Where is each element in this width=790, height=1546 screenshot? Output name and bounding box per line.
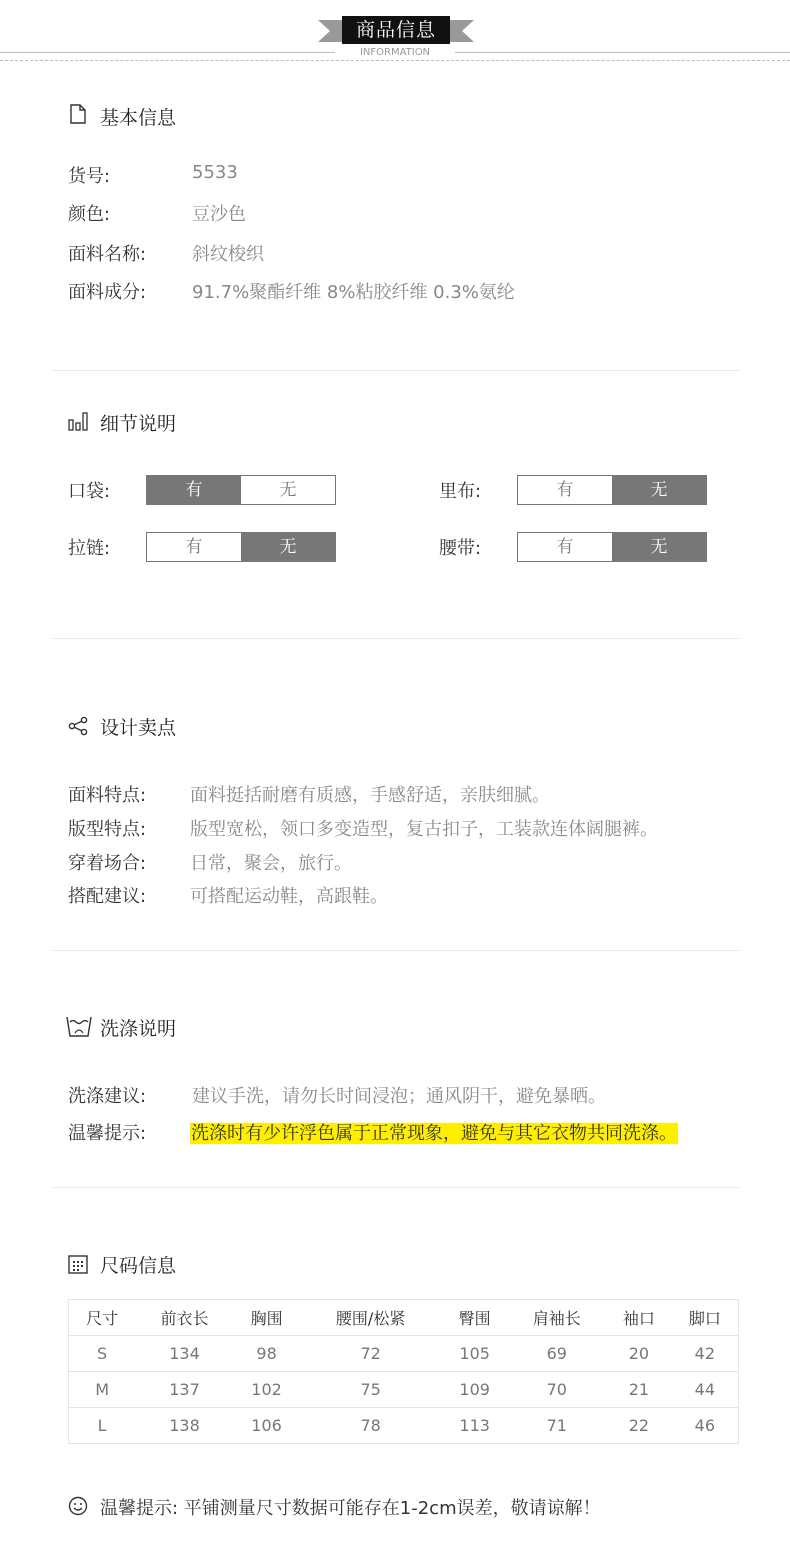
section-divider [52, 638, 740, 639]
table-cell: 42 [672, 1336, 739, 1372]
bottom-tip: 温馨提示: 平铺测量尺寸数据可能存在1-2cm误差，敬请谅解！ [100, 1498, 601, 1519]
size-col-header: 前衣长 [135, 1300, 234, 1336]
wash-value-highlight [190, 1119, 678, 1145]
smile-icon [68, 1496, 88, 1516]
option-no: 无 [612, 533, 706, 561]
header-dashed-rule [0, 60, 790, 61]
option-yes: 有 [147, 476, 241, 504]
option-yes: 有 [556, 537, 574, 557]
option-yes: 有 [556, 480, 574, 500]
size-col-header: 脚口 [672, 1300, 739, 1336]
table-cell: M [69, 1372, 136, 1408]
size-col-header: 臀围 [442, 1300, 508, 1336]
detail-option-label: 里布: [439, 481, 482, 502]
size-table-header-row [69, 1300, 739, 1336]
table-cell: 44 [672, 1372, 739, 1408]
right-arrow-decor-icon [446, 18, 476, 44]
design-value: 面料挺括耐磨有质感，手感舒适，亲肤细腻。 [190, 785, 550, 806]
table-cell: 78 [299, 1408, 441, 1444]
size-col-header: 肩袖长 [508, 1300, 607, 1336]
basic-label: 面料名称: [68, 244, 147, 265]
option-no: 无 [241, 533, 335, 561]
table-cell: 46 [672, 1408, 739, 1444]
design-label: 面料特点: [68, 785, 147, 806]
wash-label: 洗涤建议: [68, 1086, 147, 1107]
share-icon [68, 716, 88, 736]
table-cell: 106 [234, 1408, 300, 1444]
table-cell: 72 [299, 1336, 441, 1372]
design-title: 设计卖点 [100, 717, 177, 739]
table-cell: 70 [508, 1372, 607, 1408]
basic-value: 5533 [192, 162, 238, 183]
basic-label: 面料成分: [68, 282, 147, 303]
wash-title: 洗涤说明 [100, 1018, 177, 1040]
detail-option-toggle [146, 475, 336, 505]
table-cell: 102 [234, 1372, 300, 1408]
table-cell: 21 [606, 1372, 672, 1408]
basic-label: 货号: [68, 166, 111, 187]
design-label: 穿着场合: [68, 853, 147, 874]
basic-info-title: 基本信息 [100, 107, 177, 129]
basic-value: 斜纹梭织 [192, 244, 264, 265]
highlight-text: 洗涤时有少许浮色属于正常现象，避免与其它衣物共同洗涤。 [191, 1123, 677, 1144]
table-row [69, 1336, 739, 1372]
section-divider [52, 1187, 740, 1188]
size-col-header: 腰围/松紧 [299, 1300, 441, 1336]
detail-option-toggle [517, 532, 707, 562]
table-row [69, 1372, 739, 1408]
details-title: 细节说明 [100, 413, 177, 435]
table-cell: 71 [508, 1408, 607, 1444]
table-cell: 113 [442, 1408, 508, 1444]
table-cell: 137 [135, 1372, 234, 1408]
option-no: 无 [612, 476, 706, 504]
basic-label: 颜色: [68, 204, 111, 225]
section-divider [52, 370, 740, 371]
table-row [69, 1408, 739, 1444]
design-value: 可搭配运动鞋，高跟鞋。 [190, 886, 388, 907]
table-cell: 75 [299, 1372, 441, 1408]
wash-basin-icon [66, 1016, 92, 1038]
design-value: 版型宽松，领口多变造型，复古扣子，工装款连体阔腿裤。 [190, 819, 658, 840]
table-cell: 109 [442, 1372, 508, 1408]
bar-chart-icon [68, 411, 88, 431]
basic-value: 91.7%聚酯纤维 8%粘胶纤维 0.3%氨纶 [192, 282, 515, 303]
detail-option-label: 腰带: [439, 538, 482, 559]
table-cell: 138 [135, 1408, 234, 1444]
design-value: 日常，聚会，旅行。 [190, 853, 352, 874]
table-cell: S [69, 1336, 136, 1372]
document-icon [68, 104, 88, 124]
table-cell: L [69, 1408, 136, 1444]
option-yes: 有 [185, 537, 203, 557]
size-col-header: 尺寸 [69, 1300, 136, 1336]
wash-label: 温馨提示: [68, 1123, 147, 1144]
basic-value: 豆沙色 [192, 204, 246, 225]
table-cell: 69 [508, 1336, 607, 1372]
calendar-icon [68, 1254, 88, 1274]
table-cell: 20 [606, 1336, 672, 1372]
detail-option-toggle [517, 475, 707, 505]
table-cell: 105 [442, 1336, 508, 1372]
detail-option-toggle [146, 532, 336, 562]
design-label: 版型特点: [68, 819, 147, 840]
option-no: 无 [279, 480, 297, 500]
size-title: 尺码信息 [100, 1255, 177, 1277]
table-cell: 22 [606, 1408, 672, 1444]
table-cell: 98 [234, 1336, 300, 1372]
header-title: 商品信息 [342, 16, 450, 44]
size-table [68, 1299, 739, 1444]
section-divider [52, 950, 740, 951]
wash-value: 建议手洗，请勿长时间浸泡；通风阴干，避免暴晒。 [192, 1086, 606, 1107]
design-label: 搭配建议: [68, 886, 147, 907]
header-subtitle: INFORMATION [335, 47, 455, 59]
size-col-header: 袖口 [606, 1300, 672, 1336]
detail-option-label: 口袋: [68, 481, 111, 502]
table-cell: 134 [135, 1336, 234, 1372]
detail-option-label: 拉链: [68, 538, 111, 559]
size-col-header: 胸围 [234, 1300, 300, 1336]
